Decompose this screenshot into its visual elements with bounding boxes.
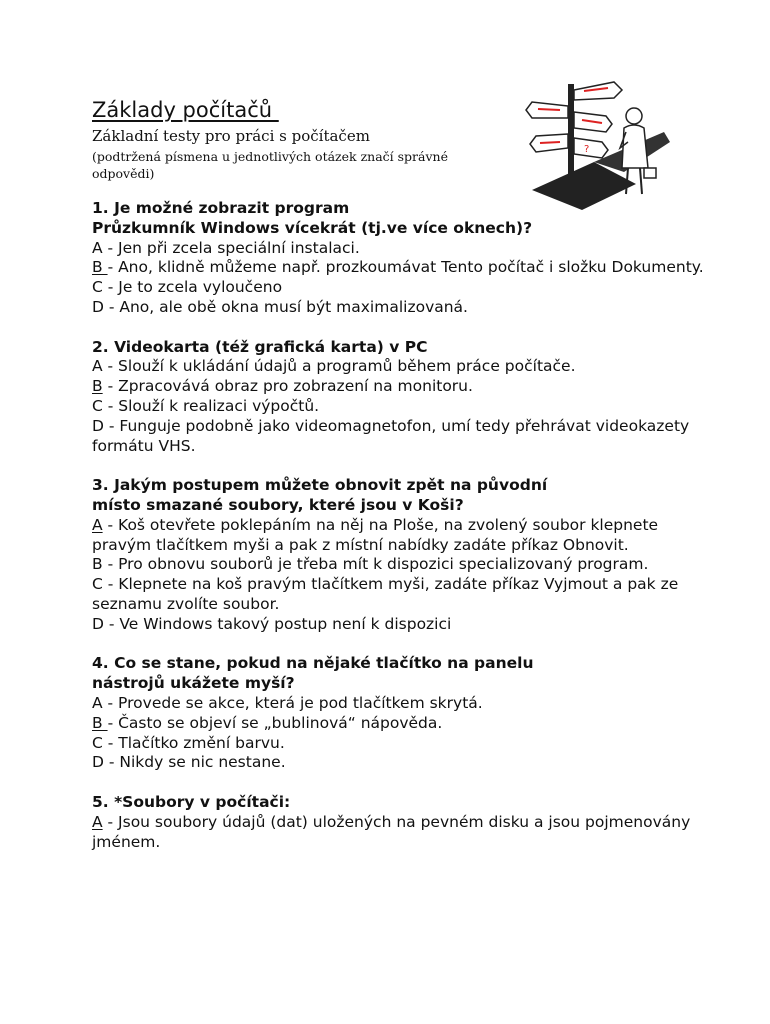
page-title: Základy počítačů — [92, 98, 279, 122]
answer-option — [92, 753, 712, 773]
answer-letter: D — [92, 614, 104, 633]
question-heading: 5. *Soubory v počítači: — [92, 792, 291, 811]
answer-letter: D — [92, 416, 104, 435]
answer-text: - Funguje podobně jako videomagnetofon, umí tedy přehrávat videokazety formátu VHS. — [92, 416, 690, 455]
answer-letter: C — [92, 733, 103, 752]
man-briefcase — [644, 168, 656, 178]
answer-option — [92, 714, 712, 734]
question-2 — [92, 338, 712, 457]
answer-text: - Tlačítko změní barvu. — [102, 733, 285, 752]
question-4 — [92, 654, 712, 773]
correct-answer-letter: A — [92, 515, 103, 534]
answer-option — [92, 357, 712, 377]
man-body — [622, 125, 648, 168]
question-heading: 3. Jakým postupem můžete obnovit zpět na původní — [92, 476, 548, 495]
answer-text: - Nikdy se nic nestane. — [103, 753, 286, 772]
question-list — [92, 199, 712, 872]
question-heading: nástrojů ukážete myší? — [92, 674, 295, 693]
answer-letter: C — [92, 396, 103, 415]
sign-1 — [574, 82, 622, 100]
answer-text: - Slouží k ukládání údajů a programů během práce počítače. — [102, 357, 576, 376]
answer-key-note: (podtržená písmena u jednotlivých otázek značí správné odpovědi) — [92, 149, 448, 181]
question-heading: 4. Co se stane, pokud na nějaké tlačítko na panelu — [92, 654, 534, 673]
answer-letter: C — [92, 575, 103, 594]
signpost-businessman-illustration — [524, 72, 672, 210]
answer-text: - Jen při zcela speciální instalaci. — [102, 238, 360, 257]
answer-option — [92, 377, 712, 397]
question-heading: 2. Videokarta (též grafická karta) v PC — [92, 337, 428, 356]
answer-letter: B — [92, 555, 103, 574]
answer-text: - Koš otevřete poklepáním na něj na Ploše, na zvolený soubor klepnete pravým tlačítkem myši a pak z místní nabídky zadáte příkaz Obnovit. — [92, 515, 659, 554]
question-1 — [92, 199, 712, 318]
answer-letter: D — [92, 753, 104, 772]
question-heading: místo smazané soubory, které jsou v Koši? — [92, 495, 464, 514]
answer-option — [92, 734, 712, 754]
man-leg-left — [626, 168, 628, 194]
answer-option — [92, 694, 712, 714]
answer-text: - Je to zcela vyloučeno — [102, 278, 283, 297]
question-heading: 1. Je možné zobrazit program — [92, 199, 350, 217]
answer-option — [92, 278, 712, 298]
answer-letter: A — [92, 357, 103, 376]
answer-letter: A — [92, 693, 103, 712]
answer-text: - Klepnete na koš pravým tlačítkem myši, zadáte příkaz Vyjmout a pak ze seznamu zvolíte soubor. — [92, 575, 679, 613]
question-3 — [92, 476, 712, 634]
answer-text: - Provede se akce, která je pod tlačítkem skrytá. — [102, 693, 483, 712]
answer-text: - Ano, ale obě okna musí být maximalizovaná. — [103, 297, 468, 316]
question-5 — [92, 793, 712, 852]
answer-option — [92, 258, 712, 278]
answer-text: - Ano, klidně můžeme např. prozkoumávat Tento počítač i složku Dokumenty. — [107, 258, 704, 277]
answer-text: - Často se objeví se „bublinová“ nápověda. — [107, 713, 443, 732]
page-subtitle: Základní testy pro práci s počítačem — [92, 127, 370, 145]
answer-option — [92, 397, 712, 417]
correct-answer-letter: A — [92, 812, 103, 831]
answer-text: - Pro obnovu souborů je třeba mít k dispozici specializovaný program. — [102, 555, 649, 574]
answer-text: - Slouží k realizaci výpočtů. — [102, 396, 320, 415]
answer-option — [92, 417, 712, 457]
answer-option — [92, 575, 712, 615]
sign-5 — [574, 138, 608, 158]
signpost-pole — [568, 84, 574, 180]
answer-text: - Zpracovává obraz pro zobrazení na monitoru. — [102, 377, 473, 396]
correct-answer-letter: B — [92, 377, 103, 396]
answer-option — [92, 516, 712, 556]
man-leg-right — [640, 168, 642, 194]
answer-letter: A — [92, 238, 103, 257]
question-mark: ? — [584, 144, 590, 155]
answer-option — [92, 555, 712, 575]
man-head — [626, 108, 642, 124]
answer-text: - Ve Windows takový postup není k dispozici — [103, 614, 452, 633]
answer-option — [92, 239, 712, 259]
correct-answer-letter: B — [92, 258, 108, 277]
answer-option — [92, 615, 712, 635]
answer-option — [92, 813, 712, 853]
answer-text: - Jsou soubory údajů (dat) uložených na pevném disku a jsou pojmenovány jménem. — [92, 812, 691, 851]
answer-letter: C — [92, 278, 103, 297]
answer-letter: D — [92, 297, 104, 316]
red-arrow-4 — [540, 142, 560, 143]
correct-answer-letter: B — [92, 713, 108, 732]
question-heading: Průzkumník Windows vícekrát (tj.ve více oknech)? — [92, 218, 533, 237]
answer-option — [92, 298, 712, 318]
red-arrow-2 — [538, 109, 560, 110]
